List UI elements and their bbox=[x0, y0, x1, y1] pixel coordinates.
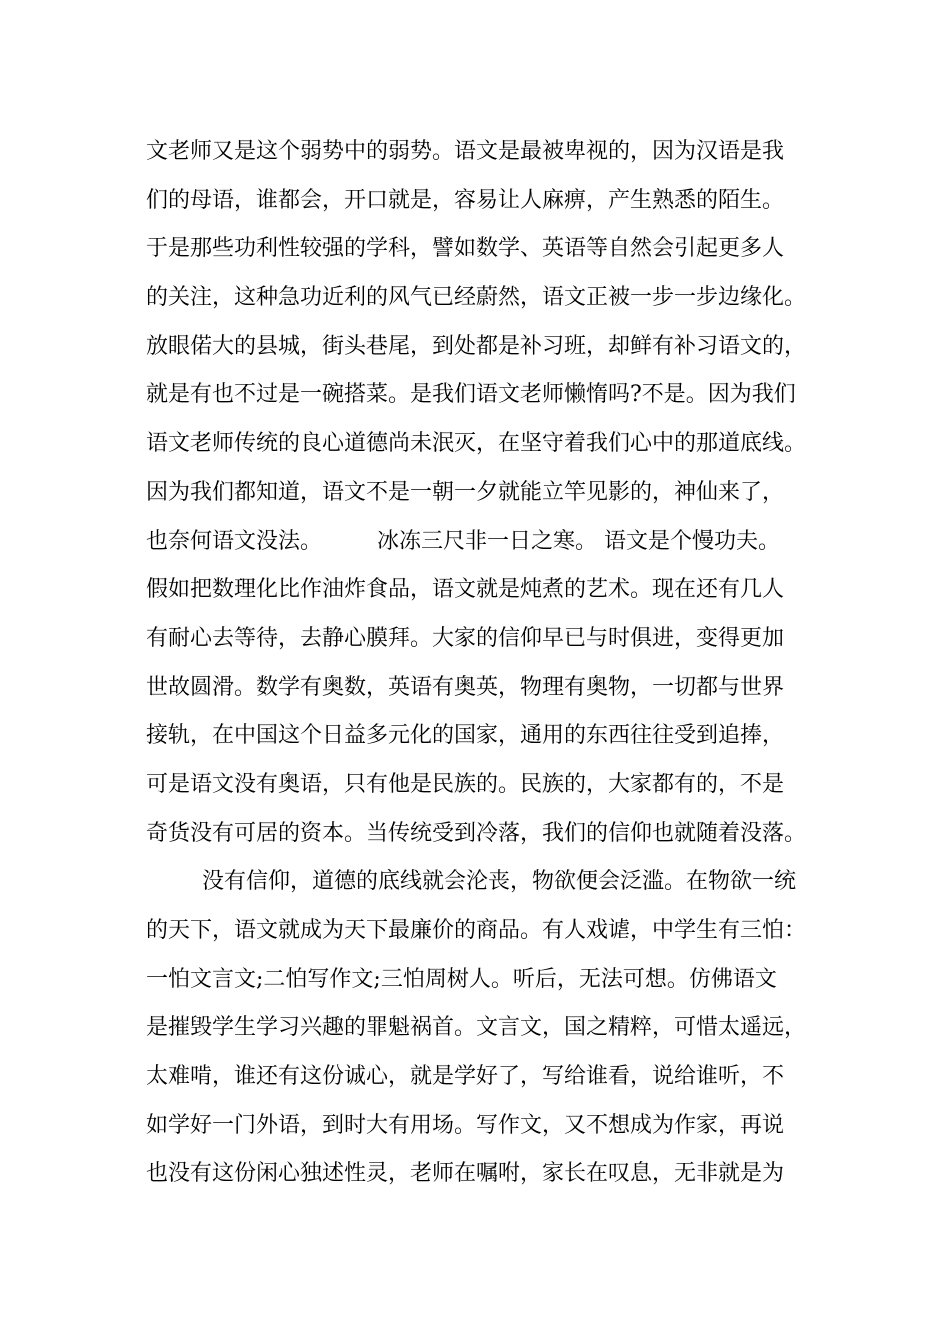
text-line: 接轨，在中国这个日益多元化的国家，通用的东西往往受到追捧， bbox=[146, 723, 785, 749]
text-line: 假如把数理化比作油炸食品，语文就是炖煮的艺术。现在还有几人 bbox=[146, 577, 785, 603]
text-line: 一怕文言文;二怕写作文;三怕周树人。听后，无法可想。仿佛语文 bbox=[146, 966, 777, 992]
text-line: 也没有这份闲心独述性灵，老师在嘱咐，家长在叹息，无非就是为 bbox=[146, 1161, 785, 1187]
text-line: 放眼偌大的县城，街头巷尾，到处都是补习班，却鲜有补习语文的， bbox=[146, 333, 807, 359]
paragraph-first-line: 没有信仰，道德的底线就会沦丧，物欲便会泛滥。在物欲一统 bbox=[202, 869, 797, 895]
text-line: 因为我们都知道，语文不是一朝一夕就能立竿见影的，神仙来了， bbox=[146, 479, 785, 505]
text-line: 语文老师传统的良心道德尚未泯灭，在坚守着我们心中的那道底线。 bbox=[146, 431, 807, 457]
text-line: 奇货没有可居的资本。当传统受到冷落，我们的信仰也就随着没落。 bbox=[146, 820, 807, 846]
text-line: 是摧毁学生学习兴趣的罪魁祸首。文言文，国之精粹，可惜太遥远， bbox=[146, 1015, 807, 1041]
text-line: 世故圆滑。数学有奥数，英语有奥英，物理有奥物，一切都与世界 bbox=[146, 674, 785, 700]
text-line: 的天下，语文就成为天下最廉价的商品。有人戏谑，中学生有三怕： bbox=[146, 918, 807, 943]
text-line: 也奈何语文没法。 冰冻三尺非一日之寒。 语文是个慢功夫。 bbox=[146, 528, 780, 554]
text-line: 如学好一门外语，到时大有用场。写作文，又不想成为作家，再说 bbox=[146, 1112, 785, 1138]
document-body bbox=[146, 128, 836, 1199]
text-line: 可是语文没有奥语，只有他是民族的。民族的，大家都有的，不是 bbox=[146, 771, 785, 797]
text-line: 的关注，这种急功近利的风气已经蔚然，语文正被一步一步边缘化。 bbox=[146, 285, 807, 311]
text-line: 就是有也不过是一碗搭菜。是我们语文老师懒惰吗?不是。因为我们 bbox=[146, 382, 796, 408]
text-line: 太难啃，谁还有这份诚心，就是学好了，写给谁看，说给谁听，不 bbox=[146, 1064, 785, 1090]
text-line: 们的母语，谁都会，开口就是，容易让人麻痹，产生熟悉的陌生。 bbox=[146, 187, 785, 213]
text-line: 文老师又是这个弱势中的弱势。语文是最被卑视的，因为汉语是我 bbox=[146, 139, 785, 164]
text-line: 于是那些功利性较强的学科，譬如数学、英语等自然会引起更多人 bbox=[146, 236, 785, 262]
text-line: 有耐心去等待，去静心膜拜。大家的信仰早已与时俱进，变得更加 bbox=[146, 625, 785, 651]
